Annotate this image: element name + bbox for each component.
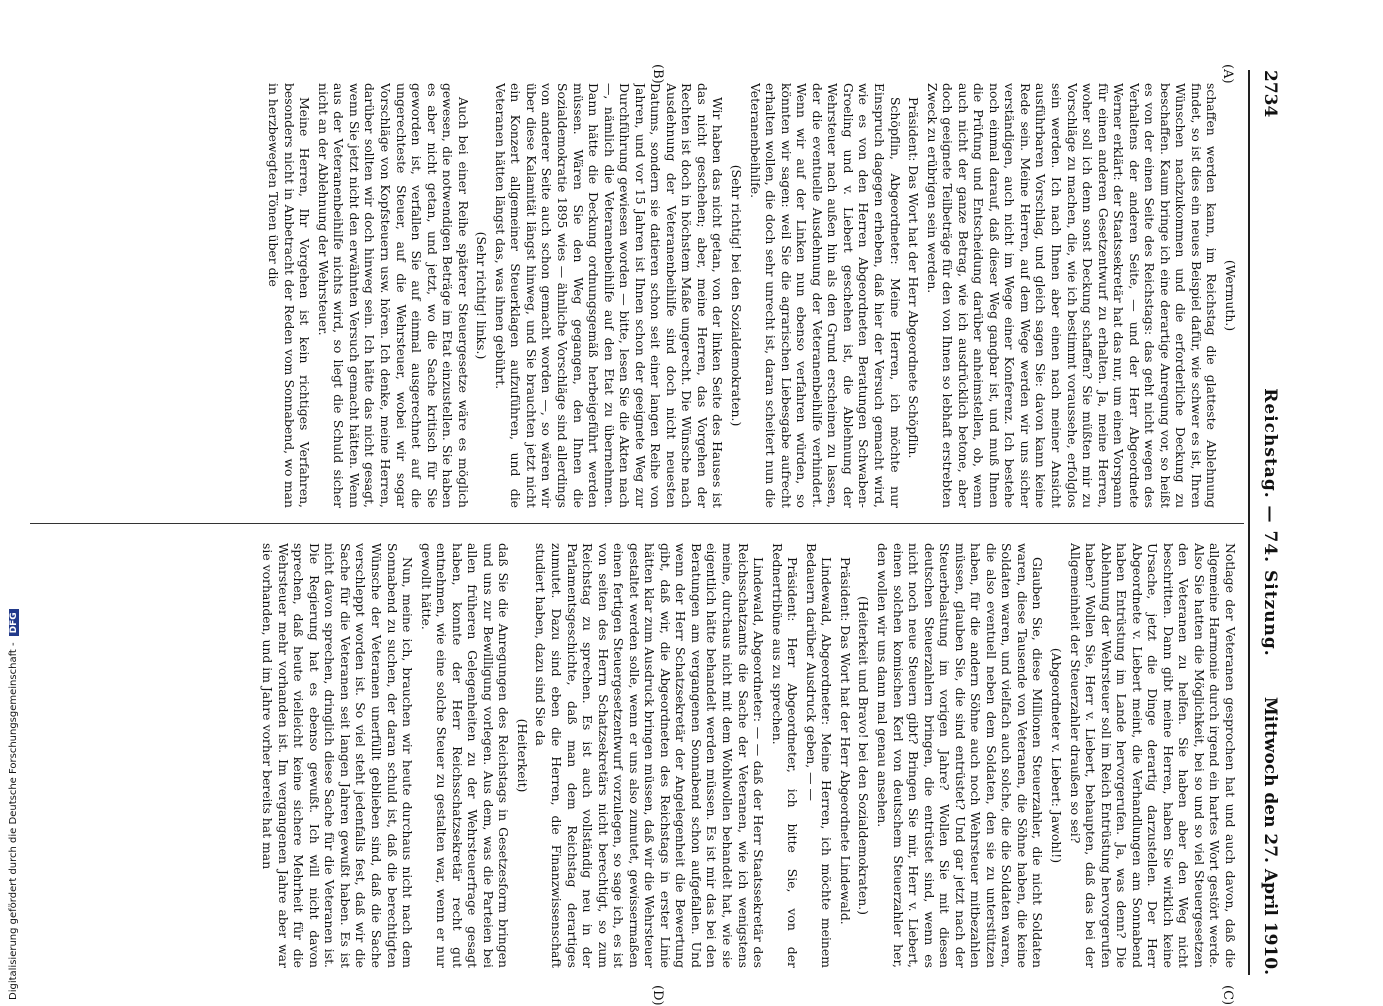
margin-mark-d: (D)	[650, 985, 665, 1006]
paragraph: daß Sie die Anregungen des Reichstags in Gesetzesform bringen und uns zur Bewilligung vorlegen. Aus dem, was die Parteien bei allen früheren Gelegenheiten zu der Wehrsteuerfrage gesagt haben, konnte der Herr Reichsschatzsekretär recht gut entnehmen, wie eine solche Steuer zu gestalten war, wenn er nur gewollt hätte.	[418, 543, 512, 968]
paragraph: Präsident: Das Wort hat der Herr Abgeordnete Schöpflin.	[906, 97, 922, 459]
paragraph: Meine Herren, Ihr Vorgehen ist kein richtiges Verfahren, besonders nicht in Anbetracht der Reden vom Sonnabend, wo man in herzbewegten Tönen über die	[266, 83, 313, 508]
header-rule	[1248, 70, 1250, 975]
digitization-credit	[8, 5, 22, 1000]
paragraph: Präsident: Das Wort hat der Herr Abgeordnete Lindewald.	[837, 557, 853, 925]
margin-mark-a: (A)	[1220, 64, 1235, 84]
page-date: Mittwoch den 27. April 1910.	[1260, 696, 1280, 975]
paragraph: Auch bei einer Reihe späterer Steuergesetze wäre es möglich gewesen, die notwendigen Beträge im Etat einzustellen. Sie haben es aber nicht getan, und jetzt, wo die Sache kritisch für Sie geworden ist, verfallen Sie auf einmal ausgerechnet auf die ungerechteste Steuer, auf die Wehrsteuer, wobei wir sogar Vorschläge von Kopfsteuern usw. hören. Ich denke, meine Herren, darüber sollten wir doch hinweg sein. Ich hätte das nicht gesagt, wenn Sie jetzt nicht den erwähnten Versuch gemacht hätten. Wenn aus der Veteranenbeihilfe nichts wird, so liegt die Schuld sicher nicht an der Ablehnung der Wehrsteuer.	[315, 83, 471, 508]
column-divider	[30, 523, 1244, 524]
left-column	[38, 83, 1238, 508]
paragraph: Glauben Sie, diese Millionen Steuerzahler, die nicht Soldaten waren, diese Tausende von Veteranen, die Söhne haben, die keine Soldaten waren, und vielfach auch solche, die die Soldaten waren, die also eventuell neben dem Soldaten, den sie zu unterstützen haben, für die andern Söhne auch noch Wehrsteuer mitbezahlen müssen, glauben Sie, die sind entrüstet? Und gar jetzt nach der Steuerbelastung im vorigen Jahre? Wollen Sie mit diesen deutschen Steuerzahlern bringen, die entrüstet sind, wenn es nicht noch neue Steuern gibt? Bringen Sie mir, Herr v. Liebert, einen solchen komischen Kerl von deutschem Steuerzahler her, den wollen wir uns dann mal genau ansehen.	[874, 543, 1046, 968]
page-number: 2734	[1260, 70, 1280, 118]
paragraph: Präsident: Herr Abgeordneter, ich bitte Sie, von der Rednertribüne aus zu sprechen.	[769, 543, 801, 968]
margin-mark-c: (C)	[1220, 985, 1235, 1006]
paragraph: Lindewald, Abgeordneter: Meine Herren, ich möchte meinem Bedauern darüber Ausdruck geben, — —	[803, 543, 835, 968]
interjection: (Abgeordneter v. Liebert: Jawohl!)	[1048, 647, 1064, 864]
paragraph: Lindewald, Abgeordneter: — — daß der Herr Staatssekretär des Reichsschatzamts die Sache der Veteranen, wie ich wenigstens meine, durchaus nicht mit dem Wohlwollen behandelt hat, wie sie eigentlich hätte behandelt werden müssen. Es ist mir das bei den Beratungen am vergangenen Sonnabend schon aufgefallen. Und wenn der Herr Schatzsekretär der Angelegenheit die Bewertung gibt, daß wir, die Abgeordneten des Reichstags in erster Linie hätten klar zum Ausdruck bringen müssen, daß wir die Wehrsteuer gestaltet werden solle, wenn er uns also zumutet, gewissermaßen einen fertigen Steuergesetzentwurf vorzulegen, so sage ich, es ist von seiten des Herrn Schatzsekretärs nicht berechtigt, so zum Reichstag zu sprechen. Es ist auch vollständig neu in der Parlamentsgeschichte, daß man dem Reichstag derartiges zumutet. Dazu sind eben die Herren, die Finanzwissenschaft studiert haben, dazu sind Sie da	[533, 543, 767, 968]
paragraph: Wir haben das nicht getan, von der linken Seite des Hauses ist das nicht geschehen; aber, meine Herren, das Vorgehen der Rechten ist doch in höchstem Maße ungerecht. Die Wünsche nach Ausdehnung der Veteranenbeihilfe sind doch nicht neuesten Datums, sondern sie datieren schon seit einer langen Reihe von Jahren, und vor 15 Jahren ist Ihnen schon der geeignete Weg zur Durchführung gewiesen worden — bitte, lesen Sie die Akten nach —, nämlich die Veteranenbeihilfe auf den Etat zu übernehmen. Dann hätte die Deckung ordnungsgemäß herbeigeführt werden müssen. Wären Sie den Weg gegangen, den Ihnen die Sozialdemokratie 1895 wies — ähnliche Vorschläge sind allerdings von anderer Seite auch schon gemacht worden —, so wären wir über diese Kalamität längst hinweg, und Sie brauchten jetzt nicht ein Konzert allgemeiner Steuerklagen aufzuführen, und die Veteranen hätten längst das, was ihnen gebührt.	[492, 83, 726, 508]
interjection: (Sehr richtig! bei den Sozialdemokraten.)	[729, 164, 745, 427]
page-title: Reichstag. — 74. Sitzung.	[1260, 388, 1280, 657]
interjection: (Heiterkeit und Bravo! bei den Sozialdemokraten.)	[856, 595, 872, 915]
speaker-continuation: (Wermuth.)	[1223, 259, 1238, 332]
paragraph: Notlage der Veteranen gesprochen hat und auch davon, daß die allgemeine Harmonie durch irgend ein hartes Wort gestört werde. Also Sie hatten die Möglichkeit, bei so und so viel Steuergesetzen den Veteranen zu helfen. Sie haben aber den Weg nicht beschritten. Dann gibt meine Herren, haben Sie wirklich keine Ursache, jetzt die Dinge derartig darzustellen. Der Herr Abgeordnete v. Liebert meint, die Verhandlungen am Sonnabend haben Entrüstung im Lande hervorgerufen. Ja, was denn? Die Ablehnung der Wehrsteuer soll im Reich Entrüstung hervorgerufen haben? Wollen Sie, Herr v. Liebert, behaupten, daß das bei der Allgemeinheit der Steuerzahler draußen so sei?	[1067, 543, 1238, 968]
right-column	[38, 543, 1238, 968]
dfg-logo: DFG	[9, 609, 19, 636]
paragraph: schaffen werden kann, im Reichstag die glatteste Ablehnung findet, so ist dies ein neues Beispiel dafür, wie schwer es ist, Ihren Wünschen nachzukommen und die erforderliche Deckung zu beschaffen. Kaum bringe ich eine derartige Anregung vor, so heißt es von der einen Seite des Reichstags: das geht nicht wegen des Verhaltens der anderen Seite, — und der Herr Abgeordnete Werner erklärt: der Staatssekretär hat das nur, um einen Vorspann für einen anderen Gesetzentwurf zu erhalten. Ja, meine Herren, woher soll ich denn sonst Deckung schaffen? Sie müßten mir zu Vorschläge zu machen, die, wie ich bestimmt voraussehe, erfolglos sein werden. Ich nach Ihnen aber einen nach meiner Ansicht ausführbaren Vorschlag, und gleich sagen Sie: davon kann keine Rede sein. Meine Herren, auf dem Wege werden wir uns sicher verständigen, auch nicht im Wege einer Konferenz. Ich bestehe noch einmal darauf, daß dieser Weg gangbar ist, und muß Ihnen die Prüfung und Entscheidung darüber anheimstellen, ob, wenn auch nicht der ganze Betrag, wie ich ausdrücklich betone, aber doch geeignete Teilbeträge für den von Ihnen so lebhaft erstrebten Zweck zu erübrigen sein werden.	[924, 83, 1220, 508]
paragraph: Nun, meine ich, brauchen wir heute durchaus nicht nach dem Sonnabend zu suchen, der daran schuld ist, daß die berechtigten Wünsche der Veteranen unerfüllt geblieben sind, daß die Sache verschleppt worden ist. So viel steht jedenfalls fest, daß wir die Sache für die Veteranen seit langen Jahren gewußt haben. Es ist nicht davon sprechen, dringlich diese Sache für die Veteranen ist. Die Regierung hat es ebenso gewußt. Ich will nicht davon sprechen, daß heute vielleicht keine sichere Mehrheit für die Wehrsteuer mehr vorhanden ist. Im vergangenen Jahre aber war sie vorhanden, und im Jahre vorher bereits hat man	[260, 543, 416, 968]
credit-text: Digitalisierung gefördert durch die Deutsche Forschungsgemeinschaft -	[8, 642, 19, 1000]
interjection: (Sehr richtig! links.)	[474, 231, 490, 360]
paragraph: Schöpflin, Abgeordneter: Meine Herren, ich möchte nur Einspruch dagegen erheben, daß hier der Versuch gemacht wird, wie es von den Herren Abgeordneten Beratungen Schwaben-Groeling und v. Liebert geschehen ist, die Ablehnung der Wehrsteuer nach außen hin als den Grund erscheinen zu lassen, der die eventuelle Ausdehnung der Veteranenbeihilfe verhindert. Wenn wir auf der Linken nun ebenso verfahren würden, so könnten wir sagen: weil Sie die agrarischen Liebesgabe aufrecht erhalten wollen, die doch sehr unrecht ist, daran scheitert nun die Veteranenbeihilfe.	[747, 83, 903, 508]
page-header	[1254, 70, 1280, 975]
interjection: (Heiterkeit)	[514, 718, 530, 793]
margin-mark-b: (B)	[650, 64, 665, 84]
